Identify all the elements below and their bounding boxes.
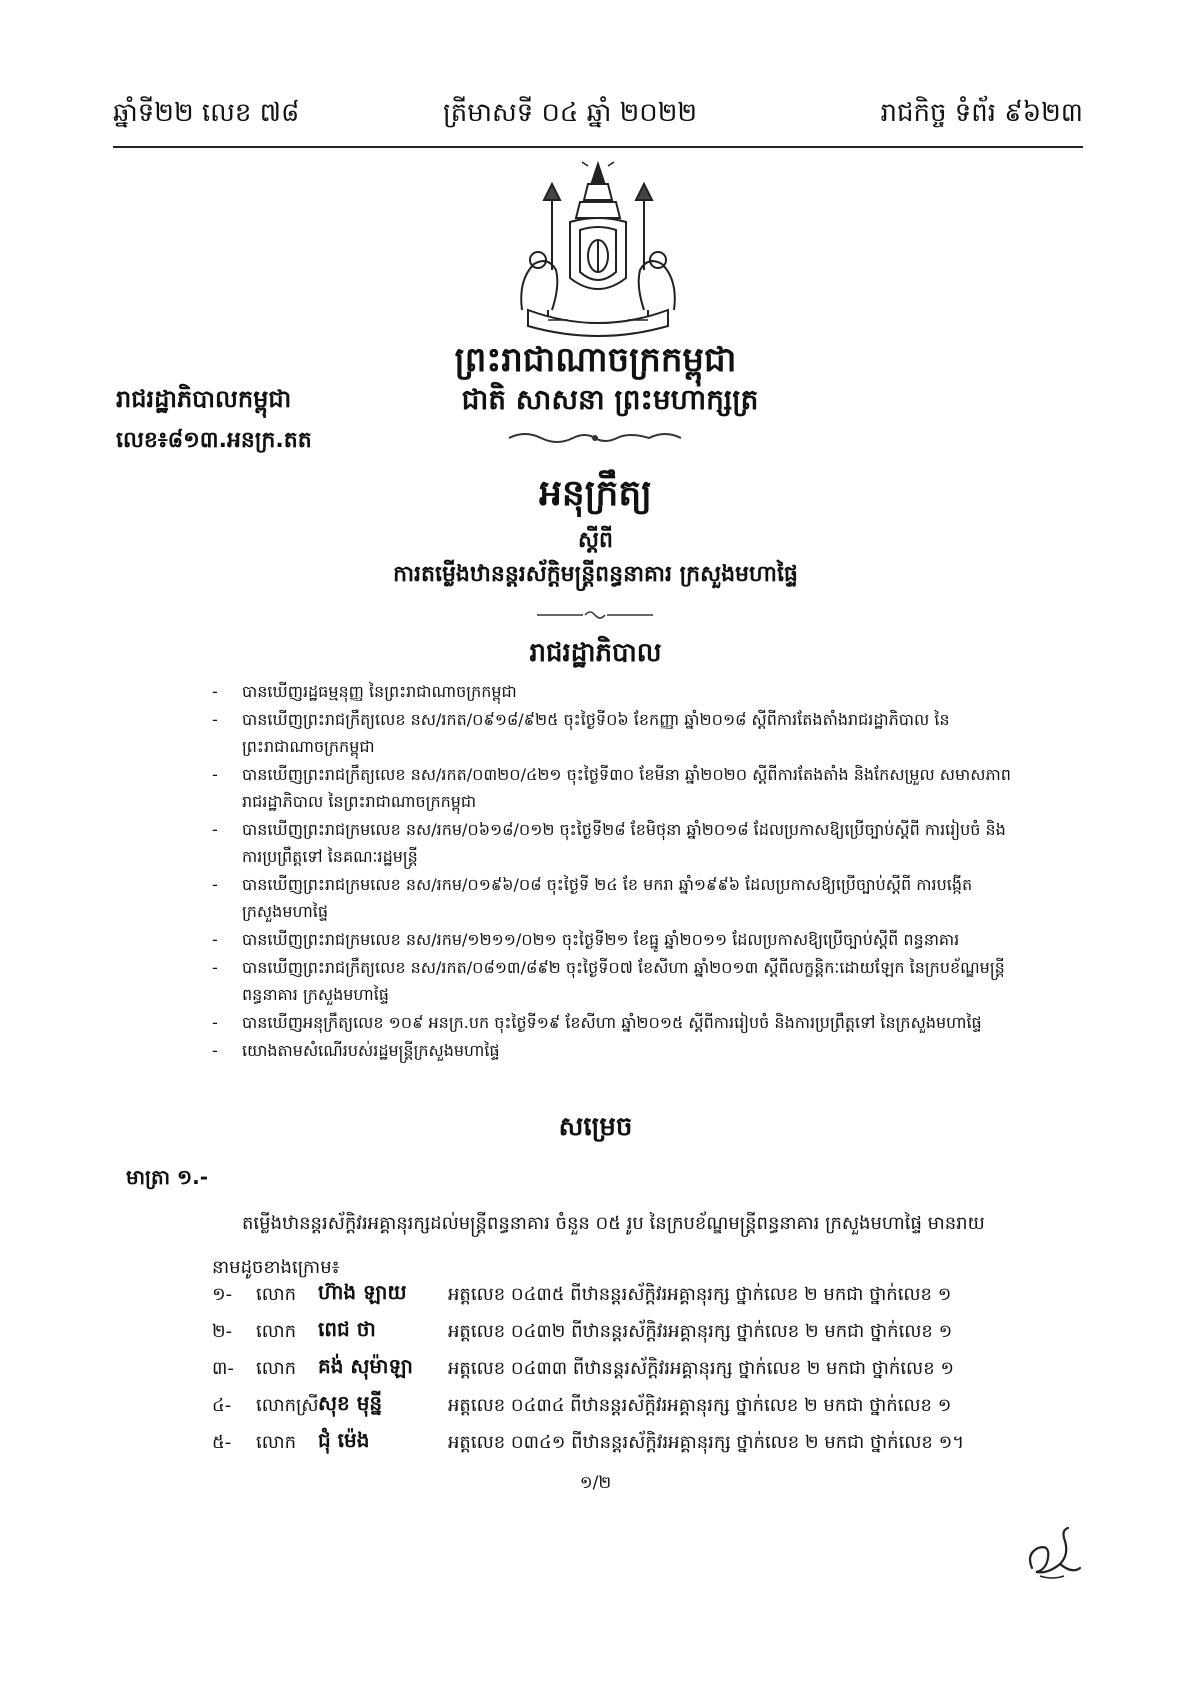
officer-promotion: អត្តលេខ ០៤៣២ ពីឋានន្តរស័ក្តិវរអគ្គានុរក្ស ថ្នាក់លេខ ២ មកជា ថ្នាក់លេខ ១ bbox=[448, 1321, 953, 1342]
officer-title: លោក bbox=[256, 1321, 296, 1342]
officer-number: ៣- bbox=[212, 1358, 234, 1379]
officer-name: គង់ សុម៉ាឡា bbox=[318, 1354, 413, 1378]
government-name: រាជរដ្ឋាភិបាលកម្ពុជា bbox=[116, 385, 292, 413]
kingdom-name: ព្រះរាជាណាចក្រកម្ពុជា bbox=[454, 340, 737, 380]
officer-name: ពេជ ថា bbox=[318, 1317, 376, 1341]
document-number: លេខ៖៨១៣.អនក្រ.តត bbox=[116, 428, 312, 453]
gazette-issue: ឆ្នាំទី២២ លេខ ៧៨ bbox=[113, 98, 300, 128]
officer-row bbox=[212, 1313, 1052, 1350]
section-decision: សម្រេច bbox=[558, 1112, 633, 1142]
officer-number: ៥- bbox=[212, 1432, 232, 1453]
officer-title: លោក bbox=[256, 1284, 296, 1305]
officer-name: ហ៊ាង ឡាយ bbox=[318, 1280, 407, 1304]
consideration-item: - បានឃើញព្រះរាជក្រមលេខ នស/រកម/១២១១/០២១ ចុះថ្ងៃទី២១ ខែធ្នូ ឆ្នាំ២០១១ ដែលប្រកាសឱ្យប្រើច្បាប់ស្តីពី ពន្ធនាគារ bbox=[212, 930, 960, 949]
consideration-item: - បានឃើញព្រះរាជក្រឹត្យលេខ នស/រកត/០៩១៨/៩២៥ ចុះថ្ងៃទី០៦ ខែកញ្ញា ឆ្នាំ២០១៨ ស្តីពីការតែងតាំងរាជរដ្ឋាភិបាល នៃព្រះរាជាណាចក្រកម្ពុជា bbox=[212, 710, 950, 756]
considerations-list bbox=[212, 678, 1012, 1065]
document-subject: ការតម្លើងឋានន្តរស័ក្តិមន្ត្រីពន្ធនាគារ ក្រសួងមហាផ្ទៃ bbox=[393, 562, 798, 587]
officer-title: លោក bbox=[256, 1358, 296, 1379]
consideration-item: - បានឃើញព្រះរាជក្រមលេខ នស/រកម/០១៩៦/០៨ ចុះថ្ងៃទី ២៤ ខែ មករា ឆ្នាំ១៩៩៦ ដែលប្រកាសឱ្យប្រើច្បាប់ស្តីពី ការបង្កើតក្រសួងមហាផ្ទៃ bbox=[212, 875, 973, 921]
gazette-header bbox=[113, 96, 1083, 136]
officer-name: សុខ មុន្នី bbox=[318, 1391, 383, 1415]
royal-coat-of-arms-icon bbox=[508, 160, 688, 340]
motto-ornament bbox=[505, 428, 685, 448]
page-number: ១/២ bbox=[579, 1473, 612, 1493]
officer-number: ៤- bbox=[212, 1395, 232, 1416]
gazette-date: ត្រីមាសទី ០៤ ឆ្នាំ ២០២២ bbox=[443, 98, 698, 128]
national-motto: ជាតិ សាសនា ព្រះមហាក្សត្រ bbox=[461, 383, 759, 416]
officer-row bbox=[212, 1387, 1052, 1424]
consideration-item: - បានឃើញអនុក្រឹត្យលេខ ១០៩ អនក្រ.បក ចុះថ្ងៃទី១៩ ខែសីហា ឆ្នាំ២០១៥ ស្តីពីការរៀបចំ និងការប្រព្រឹត្តទៅ នៃក្រសួងមហាផ្ទៃ bbox=[212, 1013, 982, 1032]
officer-promotion: អត្តលេខ ០៤៣៣ ពីឋានន្តរស័ក្តិវរអគ្គានុរក្ស ថ្នាក់លេខ ២ មកជា ថ្នាក់លេខ ១ bbox=[448, 1358, 954, 1379]
officer-row bbox=[212, 1350, 1052, 1387]
document-about-label: ស្តីពី bbox=[578, 528, 613, 553]
officer-list bbox=[212, 1276, 1052, 1461]
section-government: រាជរដ្ឋាភិបាល bbox=[529, 638, 662, 668]
consideration-item: - យោងតាមសំណើរបស់រដ្ឋមន្ត្រីក្រសួងមហាផ្ទៃ bbox=[212, 1041, 500, 1060]
officer-promotion: អត្តលេខ ០៤៣៤ ពីឋានន្តរស័ក្តិវរអគ្គានុរក្ស ថ្នាក់លេខ ២ មកជា ថ្នាក់លេខ ១ bbox=[448, 1395, 952, 1416]
consideration-item: - បានឃើញរដ្ឋធម្មនុញ្ញ នៃព្រះរាជាណាចក្រកម្ពុជា bbox=[212, 682, 517, 701]
consideration-item: - បានឃើញព្រះរាជក្រឹត្យលេខ នស/រកត/០៨១៣/៨៩២ ចុះថ្ងៃទី០៧ ខែសីហា ឆ្នាំ២០១៣ ស្តីពីលក្ខន្តិកៈដោយឡែក នៃក្របខ័ណ្ឌមន្ត្រីពន្ធនាគារ ក្រសួងមហាផ្ទៃ bbox=[212, 958, 1005, 1004]
officer-title: លោកស្រី bbox=[256, 1395, 319, 1416]
officer-promotion: អត្តលេខ ០៤៣៥ ពីឋានន្តរស័ក្តិវរអគ្គានុរក្ស ថ្នាក់លេខ ២ មកជា ថ្នាក់លេខ ១ bbox=[448, 1284, 952, 1305]
officer-name: ជុំ ម៉េង bbox=[318, 1428, 370, 1452]
subject-ornament bbox=[535, 608, 655, 622]
officer-row bbox=[212, 1276, 1052, 1313]
officer-number: ១- bbox=[212, 1284, 233, 1305]
article-body: តម្លើងឋានន្តរស័ក្តិវរអគ្គានុរក្សដល់មន្ត្រីពន្ធនាគារ ចំនួន ០៥ រូប នៃក្របខ័ណ្ឌមន្ត្រីពន្ធនាគារ ក្រសួងមហាផ្ទៃ មានរាយនាមដូចខាងក្រោម៖ bbox=[212, 1213, 985, 1278]
header-divider bbox=[113, 146, 1083, 148]
article-label: មាត្រា ១.- bbox=[126, 1165, 209, 1189]
officer-row bbox=[212, 1424, 1052, 1461]
consideration-item: - បានឃើញព្រះរាជក្រឹត្យលេខ នស/រកត/០៣២០/៤២១ ចុះថ្ងៃទី៣០ ខែមីនា ឆ្នាំ២០២០ ស្តីពីការតែងតាំង និងកែសម្រួល សមាសភាពរាជរដ្ឋាភិបាល នៃព្រះរាជាណាចក្រកម្ពុជា bbox=[212, 765, 1011, 811]
gazette-page-number: រាជកិច្ច ទំព័រ ៩៦២៣ bbox=[880, 98, 1083, 128]
document-type: អនុក្រឹត្យ bbox=[539, 473, 652, 514]
officer-title: លោក bbox=[256, 1432, 296, 1453]
officer-number: ២- bbox=[212, 1321, 233, 1342]
signature-mark bbox=[1018, 1524, 1088, 1584]
officer-promotion: អត្តលេខ ០៣៤១ ពីឋានន្តរស័ក្តិវរអគ្គានុរក្ស ថ្នាក់លេខ ២ មកជា ថ្នាក់លេខ ១។ bbox=[448, 1432, 965, 1453]
consideration-item: - បានឃើញព្រះរាជក្រមលេខ នស/រកម/០៦១៨/០១២ ចុះថ្ងៃទី២៨ ខែមិថុនា ឆ្នាំ២០១៨ ដែលប្រកាសឱ្យប្រើច្បាប់ស្តីពី ការរៀបចំ និងការប្រព្រឹត្តទៅ នៃគណៈរដ្ឋមន្ត្រី bbox=[212, 820, 1006, 866]
